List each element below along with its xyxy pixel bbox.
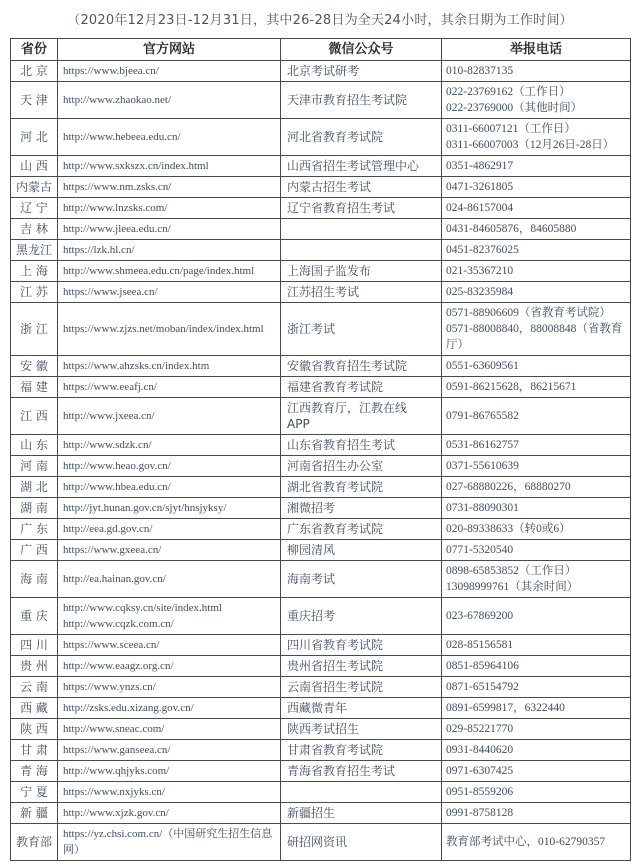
phone-line: 0971-6307425 xyxy=(446,765,514,777)
province-cell: 河 南 xyxy=(11,456,58,477)
phone-cell xyxy=(442,519,631,540)
phone-cell xyxy=(442,61,631,82)
phone-line: 020-89338633（转0或6） xyxy=(446,523,571,535)
phone-line: 0451-82376025 xyxy=(446,244,519,256)
phone-cell xyxy=(442,677,631,698)
wechat-line: 广东省教育考试院 xyxy=(287,522,384,536)
phone-cell xyxy=(442,656,631,677)
phone-line: 029-85221770 xyxy=(446,723,514,735)
phone-line: 0371-55610639 xyxy=(446,460,519,472)
wechat-line: 河南省招生办公室 xyxy=(287,459,384,473)
website-line: http://www.hbea.edu.cn/ xyxy=(63,481,171,493)
website-cell xyxy=(58,598,281,635)
header-row xyxy=(11,39,631,61)
phone-cell xyxy=(442,498,631,519)
table-row xyxy=(11,498,631,519)
column-header-0: 省份 xyxy=(11,39,58,61)
phone-line: 0311-66007121（工作日） xyxy=(446,123,576,135)
website-cell xyxy=(58,540,281,561)
phone-cell xyxy=(442,156,631,177)
province-cell: 山 东 xyxy=(11,435,58,456)
website-line: http://www.jxeea.cn/ xyxy=(63,410,155,422)
wechat-line: 山东省教育招生考试 xyxy=(287,438,396,452)
page-title: （2020年12月23日-12月31日，其中26-28日为全天24小时，其余日期为工作时间） xyxy=(67,13,573,28)
phone-line: 0871-65154792 xyxy=(446,681,519,693)
province-cell: 重 庆 xyxy=(11,598,58,635)
province-cell: 陕 西 xyxy=(11,719,58,740)
website-cell xyxy=(58,61,281,82)
phone-cell xyxy=(442,598,631,635)
table-row xyxy=(11,598,631,635)
province-cell: 内蒙古 xyxy=(11,177,58,198)
phone-line: 027-68880226，68880270 xyxy=(446,481,571,493)
province-cell: 浙 江 xyxy=(11,303,58,356)
phone-directory-table xyxy=(10,38,631,861)
website-cell xyxy=(58,677,281,698)
wechat-line: 湖北省教育考试院 xyxy=(287,480,384,494)
website-line: http://www.eaagz.org.cn/ xyxy=(63,660,174,672)
table-row xyxy=(11,456,631,477)
wechat-line: 浙江考试 xyxy=(287,322,336,336)
wechat-cell xyxy=(281,303,442,356)
wechat-line: 湘微招考 xyxy=(287,501,336,515)
website-line: https://www.ynzs.cn/ xyxy=(63,681,156,693)
wechat-line: 山西省招生考试管理中心 xyxy=(287,159,420,173)
website-cell xyxy=(58,656,281,677)
table-row xyxy=(11,761,631,782)
table-row xyxy=(11,698,631,719)
phone-line: 0731-88090301 xyxy=(446,502,519,514)
website-cell xyxy=(58,119,281,156)
phone-line: 022-23769162（工作日） xyxy=(446,86,571,98)
phone-cell xyxy=(442,698,631,719)
wechat-cell xyxy=(281,698,442,719)
province-cell: 安 徽 xyxy=(11,356,58,377)
phone-cell xyxy=(442,477,631,498)
province-cell: 海 南 xyxy=(11,561,58,598)
wechat-cell xyxy=(281,782,442,803)
table-row xyxy=(11,782,631,803)
phone-line: 021-35367210 xyxy=(446,265,514,277)
table-row xyxy=(11,561,631,598)
phone-line: 0471-3261805 xyxy=(446,181,514,193)
province-cell: 辽 宁 xyxy=(11,198,58,219)
phone-cell xyxy=(442,240,631,261)
website-line: https://www.jseea.cn/ xyxy=(63,286,158,298)
province-cell: 上 海 xyxy=(11,261,58,282)
province-cell: 江 西 xyxy=(11,398,58,435)
website-cell xyxy=(58,519,281,540)
phone-line: 025-83235984 xyxy=(446,286,514,298)
wechat-cell xyxy=(281,740,442,761)
province-cell: 江 苏 xyxy=(11,282,58,303)
phone-line: 010-82837135 xyxy=(446,65,514,77)
phone-line: 0531-86162757 xyxy=(446,439,519,451)
wechat-line: 安徽省教育招生考试院 xyxy=(287,359,408,373)
website-cell xyxy=(58,761,281,782)
wechat-line: 海南考试 xyxy=(287,572,336,586)
website-line: https://www.gxeea.cn/ xyxy=(63,544,162,556)
wechat-cell xyxy=(281,261,442,282)
province-cell: 河 北 xyxy=(11,119,58,156)
website-line: http://www.hebeea.edu.cn/ xyxy=(63,131,181,143)
wechat-cell xyxy=(281,719,442,740)
phone-line: 0851-85964106 xyxy=(446,660,519,672)
phone-line: 024-86157004 xyxy=(446,202,514,214)
table-row xyxy=(11,398,631,435)
province-cell: 教育部 xyxy=(11,824,58,861)
website-cell xyxy=(58,198,281,219)
wechat-cell xyxy=(281,656,442,677)
wechat-cell xyxy=(281,824,442,861)
website-cell xyxy=(58,803,281,824)
phone-cell xyxy=(442,282,631,303)
website-line: http://zsks.edu.xizang.gov.cn/ xyxy=(63,702,194,714)
wechat-line: 陕西考试招生 xyxy=(287,722,360,736)
wechat-line: 甘肃省教育考试院 xyxy=(287,743,384,757)
phone-cell xyxy=(442,119,631,156)
phone-cell xyxy=(442,824,631,861)
wechat-line: 青海省教育招生考试 xyxy=(287,764,396,778)
wechat-cell xyxy=(281,240,442,261)
phone-cell xyxy=(442,456,631,477)
phone-cell xyxy=(442,435,631,456)
website-cell xyxy=(58,435,281,456)
website-cell xyxy=(58,477,281,498)
website-cell xyxy=(58,156,281,177)
phone-line: 0891-6599817，6322440 xyxy=(446,702,565,714)
table-header xyxy=(11,39,631,61)
website-line: http://www.qhjyks.com/ xyxy=(63,765,170,777)
table-row xyxy=(11,282,631,303)
wechat-cell xyxy=(281,377,442,398)
column-header-2: 微信公众号 xyxy=(281,39,442,61)
table-row xyxy=(11,635,631,656)
phone-cell xyxy=(442,719,631,740)
province-cell: 山 西 xyxy=(11,156,58,177)
wechat-cell xyxy=(281,598,442,635)
website-cell xyxy=(58,377,281,398)
table-row xyxy=(11,719,631,740)
wechat-line: 贵州省招生考试院 xyxy=(287,659,384,673)
province-cell: 黑龙江 xyxy=(11,240,58,261)
website-cell xyxy=(58,498,281,519)
table-row xyxy=(11,677,631,698)
phone-cell xyxy=(442,177,631,198)
phone-cell xyxy=(442,761,631,782)
wechat-cell xyxy=(281,435,442,456)
phone-line: 0591-86215628，86215671 xyxy=(446,381,577,393)
table-row xyxy=(11,240,631,261)
website-line: https://www.ahzsks.cn/index.htm xyxy=(63,360,210,372)
province-cell: 新 疆 xyxy=(11,803,58,824)
table-row xyxy=(11,303,631,356)
province-cell: 四 川 xyxy=(11,635,58,656)
wechat-cell xyxy=(281,119,442,156)
website-cell xyxy=(58,240,281,261)
wechat-cell xyxy=(281,61,442,82)
phone-line: 0571-88906609（省教育考试院） xyxy=(446,307,611,319)
province-cell: 广 西 xyxy=(11,540,58,561)
website-line: http://www.zhaokao.net/ xyxy=(63,94,172,106)
phone-line: 0771-5320540 xyxy=(446,544,514,556)
website-line: http://ea.hainan.gov.cn/ xyxy=(63,573,166,585)
website-line: http://www.jleea.edu.cn/ xyxy=(63,223,171,235)
wechat-cell xyxy=(281,561,442,598)
phone-cell xyxy=(442,398,631,435)
wechat-cell xyxy=(281,803,442,824)
table-row xyxy=(11,261,631,282)
province-cell: 湖 北 xyxy=(11,477,58,498)
table-row xyxy=(11,740,631,761)
website-cell xyxy=(58,398,281,435)
table-row xyxy=(11,540,631,561)
website-cell xyxy=(58,824,281,861)
province-cell: 贵 州 xyxy=(11,656,58,677)
phone-line: 0931-8440620 xyxy=(446,744,514,756)
table-row xyxy=(11,119,631,156)
wechat-line: 江苏招生考试 xyxy=(287,285,360,299)
website-line: http://eea.gd.gov.cn/ xyxy=(63,523,153,535)
phone-cell xyxy=(442,198,631,219)
website-line: https://www.eeafj.cn/ xyxy=(63,381,157,393)
wechat-cell xyxy=(281,219,442,240)
phone-line: 0311-66007003（12月26日-28日） xyxy=(446,139,615,151)
table-row xyxy=(11,519,631,540)
wechat-cell xyxy=(281,398,442,435)
website-line: https://www.ganseea.cn/ xyxy=(63,744,171,756)
table-row xyxy=(11,61,631,82)
province-cell: 福 建 xyxy=(11,377,58,398)
phone-line: 0791-86765582 xyxy=(446,410,519,422)
wechat-cell xyxy=(281,635,442,656)
wechat-cell xyxy=(281,156,442,177)
website-cell xyxy=(58,561,281,598)
phone-cell xyxy=(442,782,631,803)
wechat-line: 河北省教育考试院 xyxy=(287,130,384,144)
website-line: http://www.cqzk.com.cn/ xyxy=(63,618,174,630)
wechat-cell xyxy=(281,356,442,377)
website-cell xyxy=(58,740,281,761)
province-cell: 青 海 xyxy=(11,761,58,782)
wechat-cell xyxy=(281,177,442,198)
phone-cell xyxy=(442,356,631,377)
wechat-line: APP xyxy=(287,417,310,431)
wechat-line: 四川省教育考试院 xyxy=(287,638,384,652)
phone-cell xyxy=(442,261,631,282)
wechat-line: 江西教育厅，江教在线 xyxy=(287,401,408,415)
province-cell: 北 京 xyxy=(11,61,58,82)
website-line: https://www.nm.zsks.cn/ xyxy=(63,181,172,193)
province-cell: 西 藏 xyxy=(11,698,58,719)
website-line: https://www.nxjyks.cn/ xyxy=(63,786,165,798)
wechat-line: 辽宁省教育招生考试 xyxy=(287,201,396,215)
phone-line: 13098999761（其余时间） xyxy=(446,581,579,593)
website-line: http://www.sneac.com/ xyxy=(63,723,165,735)
website-line: https://lzk.hl.cn/ xyxy=(63,244,135,256)
table-row xyxy=(11,824,631,861)
phone-cell xyxy=(442,303,631,356)
province-cell: 天 津 xyxy=(11,82,58,119)
wechat-line: 重庆招考 xyxy=(287,609,336,623)
wechat-line: 柳园清风 xyxy=(287,543,336,557)
wechat-line: 上海国子监发布 xyxy=(287,264,372,278)
province-cell: 广 东 xyxy=(11,519,58,540)
website-line: https://www.sceea.cn/ xyxy=(63,639,160,651)
wechat-line: 天津市教育招生考试院 xyxy=(287,93,408,107)
table-row xyxy=(11,377,631,398)
table-body xyxy=(11,61,631,861)
phone-cell xyxy=(442,803,631,824)
wechat-cell xyxy=(281,82,442,119)
province-cell: 甘 肃 xyxy=(11,740,58,761)
table-row xyxy=(11,435,631,456)
province-cell: 吉 林 xyxy=(11,219,58,240)
wechat-cell xyxy=(281,198,442,219)
wechat-line: 北京考试研考 xyxy=(287,64,360,78)
phone-line: 0351-4862917 xyxy=(446,160,514,172)
wechat-cell xyxy=(281,498,442,519)
phone-cell xyxy=(442,82,631,119)
website-line: https://www.zjzs.net/moban/index/index.html xyxy=(63,323,264,335)
website-line: http://www.lnzsks.com/ xyxy=(63,202,168,214)
website-cell xyxy=(58,698,281,719)
wechat-cell xyxy=(281,477,442,498)
phone-line: 0431-84605876，84605880 xyxy=(446,223,577,235)
table-row xyxy=(11,477,631,498)
website-cell xyxy=(58,282,281,303)
wechat-line: 研招网资讯 xyxy=(287,835,348,849)
website-cell xyxy=(58,261,281,282)
website-line: http://www.heao.gov.cn/ xyxy=(63,460,171,472)
table-row xyxy=(11,156,631,177)
wechat-line: 云南省招生考试院 xyxy=(287,680,384,694)
table-row xyxy=(11,177,631,198)
wechat-cell xyxy=(281,456,442,477)
website-cell xyxy=(58,356,281,377)
phone-line: 0991-8758128 xyxy=(446,807,514,819)
phone-line: 022-23769000（其他时间） xyxy=(446,102,583,114)
wechat-line: 新疆招生 xyxy=(287,806,336,820)
phone-cell xyxy=(442,740,631,761)
table-row xyxy=(11,803,631,824)
website-cell xyxy=(58,782,281,803)
column-header-3: 举报电话 xyxy=(442,39,631,61)
phone-cell xyxy=(442,219,631,240)
phone-line: 0551-63609561 xyxy=(446,360,519,372)
website-line: http://www.xjzk.gov.cn/ xyxy=(63,807,169,819)
website-line: http://www.shmeea.edu.cn/page/index.html xyxy=(63,265,255,277)
table-row xyxy=(11,82,631,119)
phone-line: 028-85156581 xyxy=(446,639,514,651)
website-cell xyxy=(58,635,281,656)
website-cell xyxy=(58,456,281,477)
phone-cell xyxy=(442,635,631,656)
province-cell: 云 南 xyxy=(11,677,58,698)
wechat-line: 内蒙古招生考试 xyxy=(287,180,372,194)
phone-cell xyxy=(442,561,631,598)
website-line: http://www.sxkszx.cn/index.html xyxy=(63,160,209,172)
wechat-line: 福建省教育考试院 xyxy=(287,380,384,394)
table-row xyxy=(11,219,631,240)
table-row xyxy=(11,198,631,219)
column-header-1: 官方网站 xyxy=(58,39,281,61)
phone-line: 0898-65853852（工作日） xyxy=(446,565,577,577)
website-cell xyxy=(58,303,281,356)
wechat-cell xyxy=(281,540,442,561)
province-cell: 湖 南 xyxy=(11,498,58,519)
website-cell xyxy=(58,719,281,740)
website-line: http://www.cqksy.cn/site/index.html xyxy=(63,602,222,614)
phone-cell xyxy=(442,540,631,561)
wechat-cell xyxy=(281,677,442,698)
phone-line: 0571-88008840，88008848（省教育厅） xyxy=(446,323,623,351)
phone-cell xyxy=(442,377,631,398)
website-line: https://www.bjeea.cn/ xyxy=(63,65,159,77)
province-cell: 宁 夏 xyxy=(11,782,58,803)
wechat-line: 西藏微青年 xyxy=(287,701,348,715)
website-line: http://jyt.hunan.gov.cn/sjyt/hnsjyksy/ xyxy=(63,502,227,514)
phone-line: 教育部考试中心，010-62790357 xyxy=(446,836,606,848)
phone-line: 0951-8559206 xyxy=(446,786,514,798)
website-cell xyxy=(58,177,281,198)
website-line: http://www.sdzk.cn/ xyxy=(63,439,152,451)
wechat-cell xyxy=(281,761,442,782)
website-line: https://yz.chsi.com.cn/（中国研究生招生信息网） xyxy=(63,828,273,856)
website-cell xyxy=(58,219,281,240)
table-row xyxy=(11,656,631,677)
website-cell xyxy=(58,82,281,119)
wechat-cell xyxy=(281,519,442,540)
phone-line: 023-67869200 xyxy=(446,610,514,622)
table-row xyxy=(11,356,631,377)
wechat-cell xyxy=(281,282,442,303)
